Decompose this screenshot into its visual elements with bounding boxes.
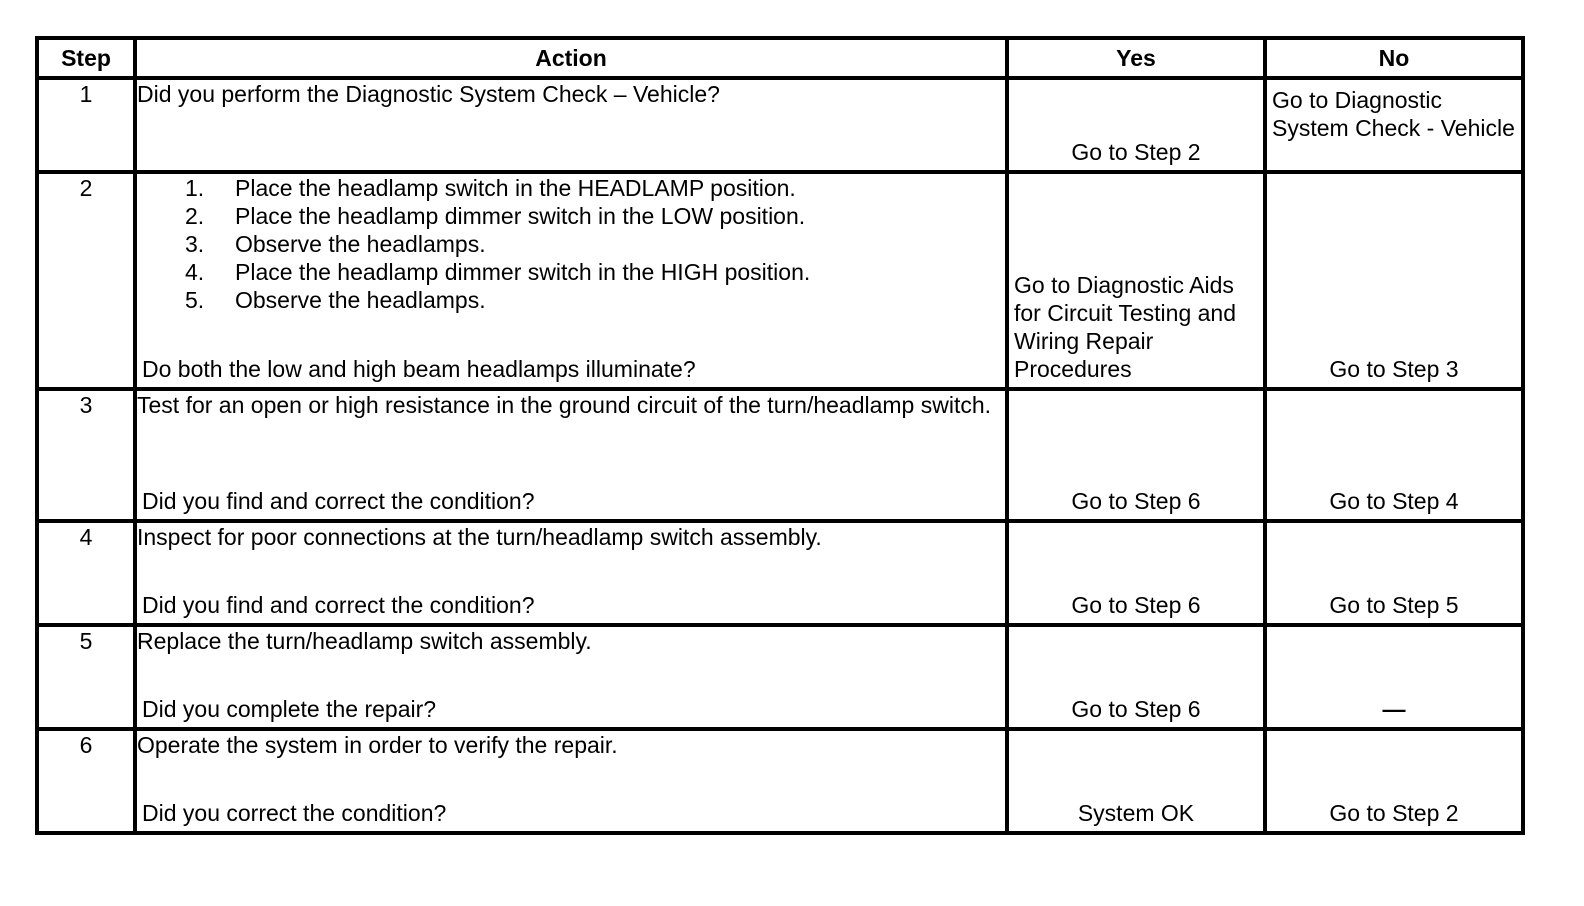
action-question: Did you complete the repair?	[142, 696, 437, 722]
no-result: —	[1382, 696, 1406, 722]
table-row	[37, 625, 1523, 729]
header-step: Step	[37, 38, 135, 78]
action-cell	[135, 172, 1007, 389]
list-item: 1. Place the headlamp switch in the HEADLAMP position.	[185, 175, 796, 201]
action-text: Did you perform the Diagnostic System Check – Vehicle?	[137, 81, 720, 107]
no-cell	[1265, 389, 1523, 521]
header-no: No	[1265, 38, 1523, 78]
table-row	[37, 729, 1523, 833]
action-text: Inspect for poor connections at the turn/headlamp switch assembly.	[137, 524, 822, 550]
table-row	[37, 521, 1523, 625]
action-cell	[135, 78, 1007, 172]
table-row	[37, 389, 1523, 521]
no-cell	[1265, 172, 1523, 389]
yes-result: Go to Step 6	[1071, 592, 1201, 618]
list-item: 2. Place the headlamp dimmer switch in the LOW position.	[185, 203, 806, 229]
yes-result: Go to Step 6	[1071, 488, 1201, 514]
no-result: Go to Diagnostic System Check - Vehicle	[1272, 87, 1515, 141]
action-cell	[135, 625, 1007, 729]
table-row	[37, 78, 1523, 172]
list-item: 4. Place the headlamp dimmer switch in the HIGH position.	[185, 259, 811, 285]
header-row	[37, 38, 1523, 78]
action-cell	[135, 729, 1007, 833]
yes-result: Go to Step 6	[1071, 696, 1201, 722]
step-number: 6	[37, 729, 135, 833]
no-result: Go to Step 5	[1329, 592, 1459, 618]
yes-result: Go to Diagnostic Aids for Circuit Testing and Wiring Repair Procedures	[1014, 272, 1237, 382]
no-result: Go to Step 4	[1329, 488, 1459, 514]
table-row	[37, 172, 1523, 389]
list-item: 5. Observe the headlamps.	[185, 287, 486, 313]
yes-cell	[1007, 172, 1265, 389]
action-text: Replace the turn/headlamp switch assembly.	[137, 628, 592, 654]
yes-cell	[1007, 389, 1265, 521]
no-cell	[1265, 521, 1523, 625]
step-number: 4	[37, 521, 135, 625]
header-action: Action	[135, 38, 1007, 78]
action-cell	[135, 521, 1007, 625]
action-text: Test for an open or high resistance in the ground circuit of the turn/headlamp switch.	[137, 392, 992, 418]
action-question: Did you find and correct the condition?	[142, 488, 535, 514]
yes-cell	[1007, 729, 1265, 833]
action-question: Do both the low and high beam headlamps illuminate?	[142, 356, 696, 382]
diagnostic-table	[35, 36, 1525, 835]
yes-cell	[1007, 625, 1265, 729]
step-number: 1	[37, 78, 135, 172]
header-yes: Yes	[1007, 38, 1265, 78]
no-cell	[1265, 625, 1523, 729]
no-result: Go to Step 3	[1329, 356, 1459, 382]
action-question: Did you correct the condition?	[142, 800, 447, 826]
action-text: Operate the system in order to verify the repair.	[137, 732, 618, 758]
no-result: Go to Step 2	[1329, 800, 1459, 826]
action-cell	[135, 389, 1007, 521]
no-cell	[1265, 78, 1523, 172]
step-number: 5	[37, 625, 135, 729]
action-question: Did you find and correct the condition?	[142, 592, 535, 618]
no-cell	[1265, 729, 1523, 833]
yes-result: System OK	[1077, 800, 1195, 826]
step-number: 3	[37, 389, 135, 521]
step-number: 2	[37, 172, 135, 389]
list-item: 3. Observe the headlamps.	[185, 231, 486, 257]
procedure-list	[137, 174, 1005, 314]
yes-cell	[1007, 78, 1265, 172]
yes-result: Go to Step 2	[1071, 139, 1201, 165]
yes-cell	[1007, 521, 1265, 625]
